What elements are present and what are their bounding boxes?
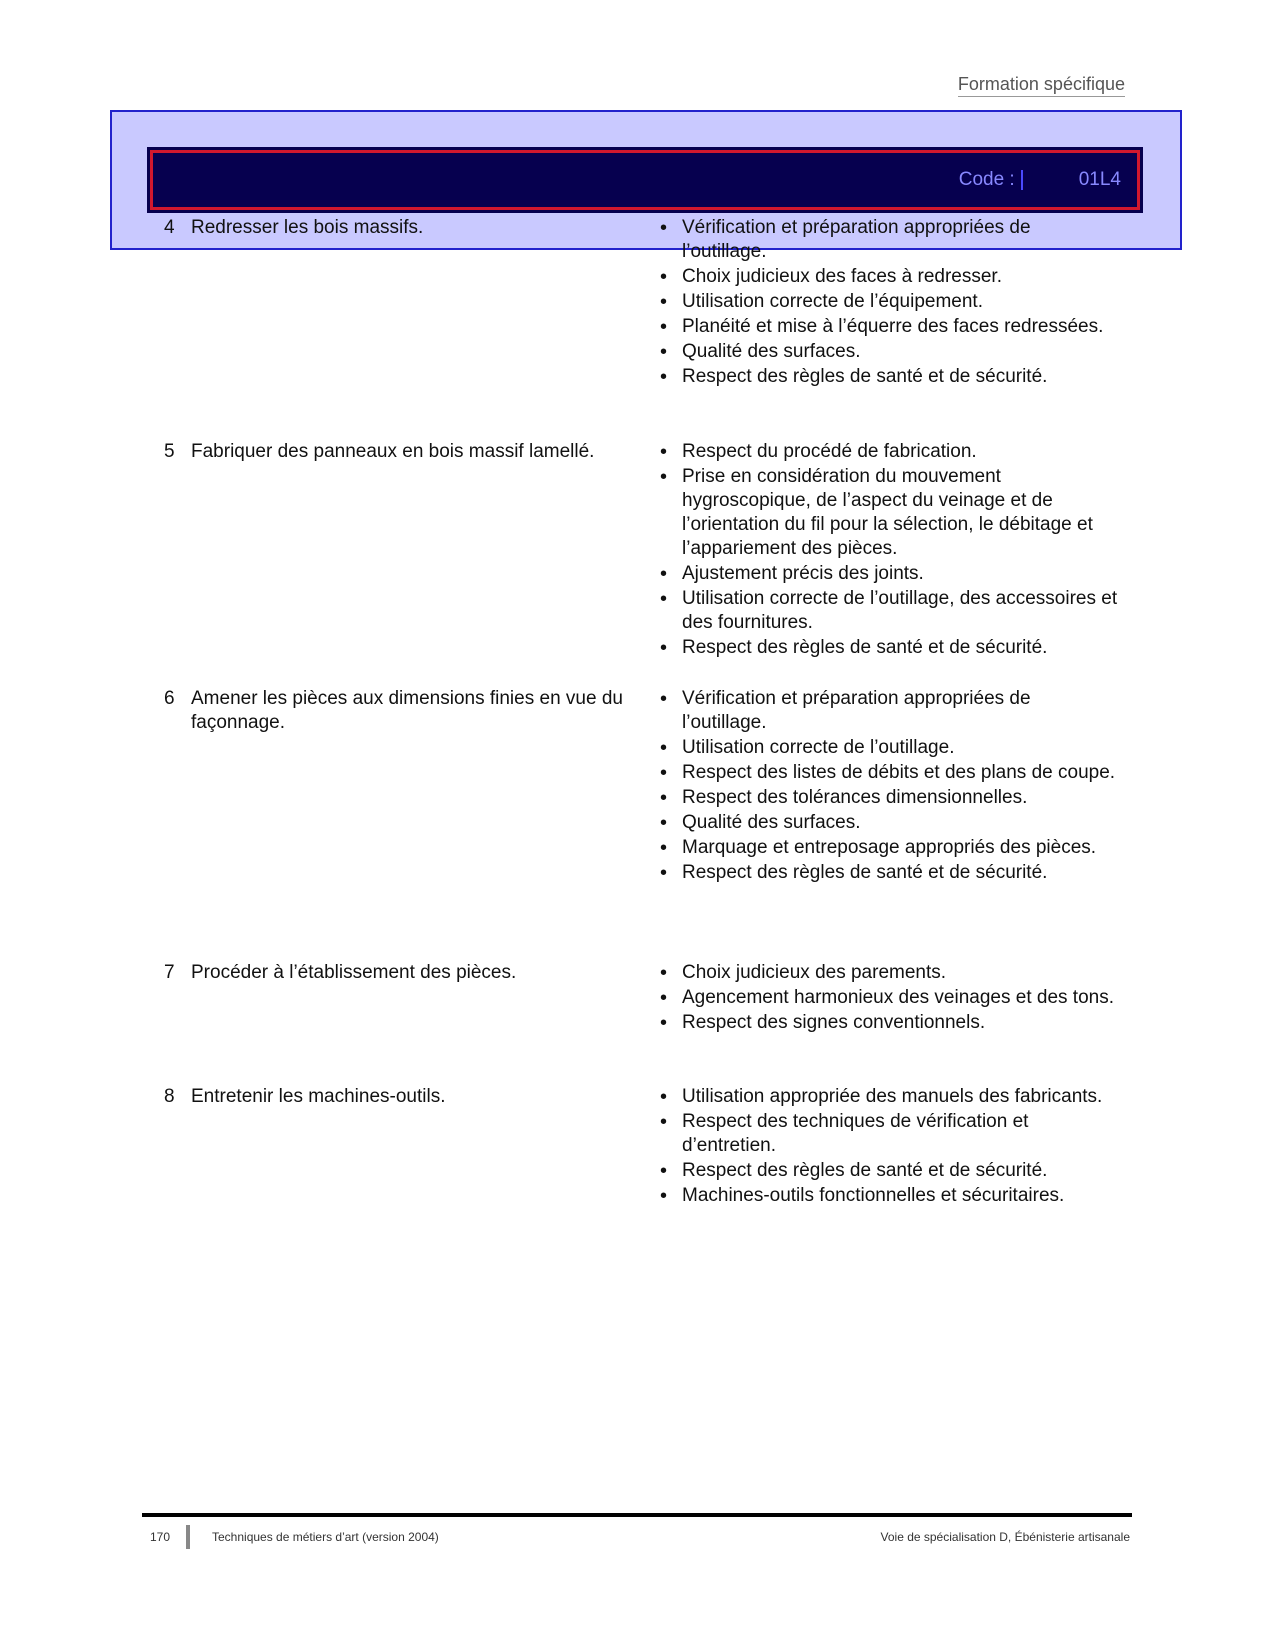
step-statement <box>164 216 654 240</box>
criterion-item: • Vérification et préparation appropriées de l’outillage. <box>660 687 1120 735</box>
criterion-item: • Agencement harmonieux des veinages et des tons. <box>660 986 1120 1010</box>
step-text: Amener les pièces aux dimensions finies en vue du façonnage. <box>191 688 623 733</box>
step-text: Procéder à l’établissement des pièces. <box>191 962 517 983</box>
code-separator <box>1021 170 1073 190</box>
criterion-item: • Utilisation appropriée des manuels des fabricants. <box>660 1085 1120 1109</box>
step-number: 4 <box>164 217 175 238</box>
criterion-item: • Utilisation correcte de l’équipement. <box>660 290 1120 314</box>
criterion-item: • Utilisation correcte de l’outillage. <box>660 736 1120 760</box>
step-text: Fabriquer des panneaux en bois massif lamellé. <box>191 441 595 462</box>
footer-rule <box>142 1513 1132 1517</box>
criterion-item: • Qualité des surfaces. <box>660 340 1120 364</box>
criterion-item: • Vérification et préparation appropriées de l’outillage. <box>660 216 1120 264</box>
step-statement <box>164 687 654 735</box>
criterion-item: • Respect des signes conventionnels. <box>660 1011 1120 1035</box>
criterion-item: • Planéité et mise à l’équerre des faces redressées. <box>660 315 1120 339</box>
criterion-item: • Machines-outils fonctionnelles et sécuritaires. <box>660 1184 1120 1208</box>
code-label: Code : <box>958 169 1015 190</box>
criteria-list <box>660 687 1120 886</box>
footer-title: Techniques de métiers d’art (version 2004) <box>212 1530 439 1544</box>
footer-specialization: Voie de spécialisation D, Ébénisterie artisanale <box>880 1530 1130 1544</box>
criterion-item: • Ajustement précis des joints. <box>660 562 1120 586</box>
criteria-list <box>660 216 1120 390</box>
criteria-list <box>660 440 1120 661</box>
criterion-item: • Respect des règles de santé et de sécurité. <box>660 1159 1120 1183</box>
criterion-item: • Choix judicieux des parements. <box>660 961 1120 985</box>
page-number: 170 <box>150 1530 171 1544</box>
step-number: 6 <box>164 688 175 709</box>
criterion-item: • Respect des règles de santé et de sécurité. <box>660 636 1120 660</box>
criterion-item: • Respect des règles de santé et de sécurité. <box>660 861 1120 885</box>
criterion-item: • Respect des règles de santé et de sécurité. <box>660 365 1120 389</box>
criterion-item: • Respect du procédé de fabrication. <box>660 440 1120 464</box>
criterion-item: • Choix judicieux des faces à redresser. <box>660 265 1120 289</box>
step-statement <box>164 440 654 464</box>
page-footer <box>150 1525 1130 1549</box>
step-number: 8 <box>164 1086 175 1107</box>
running-header: Formation spécifique <box>958 74 1125 97</box>
criterion-item: • Respect des listes de débits et des plans de coupe. <box>660 761 1120 785</box>
criterion-item: • Respect des tolérances dimensionnelles. <box>660 786 1120 810</box>
step-statement <box>164 1085 654 1109</box>
step-number: 5 <box>164 441 175 462</box>
course-code <box>959 169 1121 191</box>
step-text: Entretenir les machines-outils. <box>191 1086 446 1107</box>
criterion-item: • Qualité des surfaces. <box>660 811 1120 835</box>
step-text: Redresser les bois massifs. <box>191 217 424 238</box>
criterion-item: • Prise en considération du mouvement hygroscopique, de l’aspect du veinage et de l’orientation du fil pour la sélection, le débitage et l’appariement des pièces. <box>660 465 1120 561</box>
criteria-list <box>660 1085 1120 1209</box>
step-number: 7 <box>164 962 175 983</box>
footer-divider <box>186 1525 190 1549</box>
criteria-list <box>660 961 1120 1036</box>
step-statement <box>164 961 654 985</box>
code-banner <box>150 150 1140 210</box>
criterion-item: • Marquage et entreposage appropriés des pièces. <box>660 836 1120 860</box>
criterion-item: • Utilisation correcte de l’outillage, des accessoires et des fournitures. <box>660 587 1120 635</box>
code-value: 01L4 <box>1078 169 1121 190</box>
criterion-item: • Respect des techniques de vérification et d’entretien. <box>660 1110 1120 1158</box>
